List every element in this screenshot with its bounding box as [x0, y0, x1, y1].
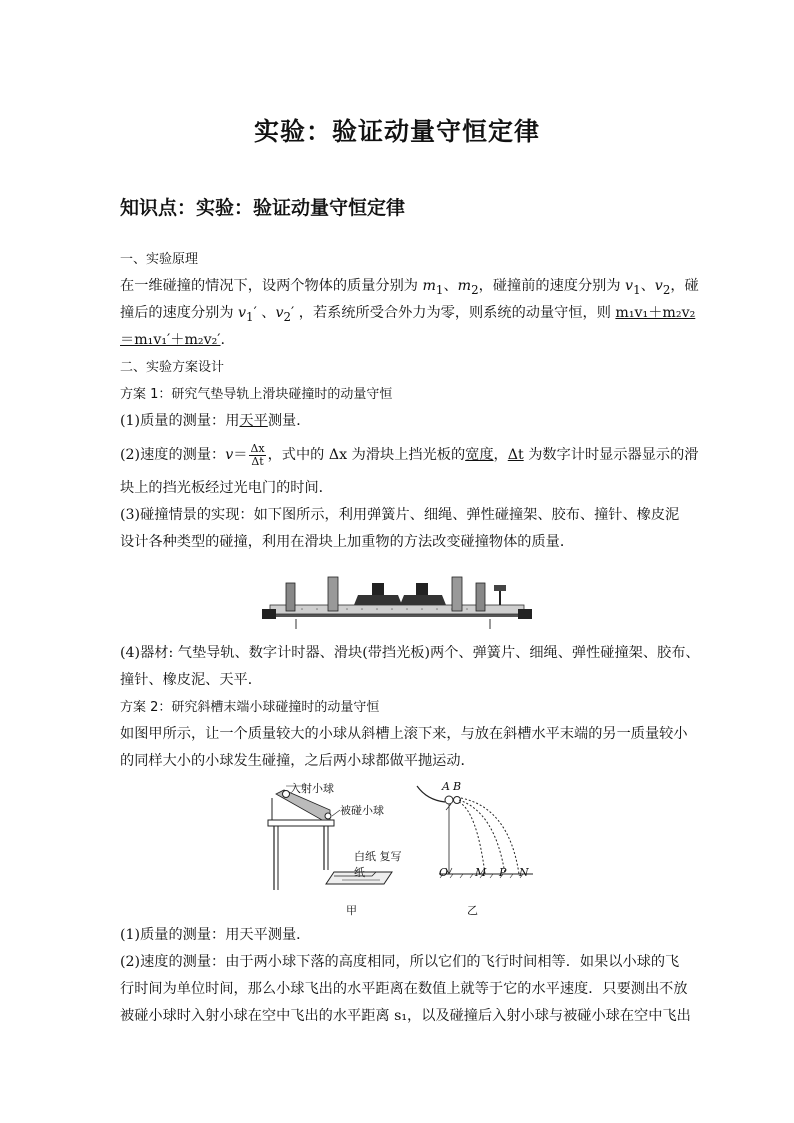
- equation-part: ＝m₁v₁′＋m₂v₂′: [120, 332, 221, 348]
- label-N: N: [519, 866, 529, 879]
- figure-caption: 乙: [467, 904, 478, 917]
- plan-heading: 方案 1：研究气垫导轨上滑块碰撞时的动量守恒: [120, 387, 393, 402]
- paragraph-line: 撞后的速度分别为 $v_1'$ 、$v_2'$ ，若系统所受合外力为零，则系统的动量守恒，则 m₁v₁＋m₂v₂: [120, 305, 696, 324]
- label-incident-ball: 入射小球: [290, 782, 334, 795]
- paragraph-line: 在一维碰撞的情况下，设两个物体的质量分别为 $m_1$、$m_2$，碰撞前的速度分别为 $v_1$、$v_2$，碰: [120, 278, 699, 297]
- paragraph-line: 如图甲所示，让一个质量较大的小球从斜槽上滚下来，与放在斜槽水平末端的另一质量较小: [120, 726, 688, 742]
- paragraph-line: 撞针、橡皮泥、天平．: [120, 672, 262, 688]
- paragraph-line: 块上的挡光板经过光电门的时间．: [120, 480, 333, 496]
- label-B: B: [453, 780, 462, 793]
- paragraph-line: 被碰小球时入射小球在空中飞出的水平距离 s₁，以及碰撞后入射小球与被碰小球在空中飞出: [120, 1008, 691, 1024]
- section-plan-continued: [120, 640, 700, 775]
- equation-part: m₁v₁＋m₂v₂: [615, 305, 696, 321]
- paragraph-line: (3)碰撞情景的实现：如下图所示，利用弹簧片、细绳、弹性碰撞架、胶布、撞针、橡皮泥: [120, 507, 680, 523]
- paragraph-line: ＝m₁v₁′＋m₂v₂′.: [120, 332, 226, 348]
- plan-heading: 方案 2：研究斜槽末端小球碰撞时的动量守恒: [120, 700, 380, 715]
- figure-caption: 甲: [346, 904, 357, 917]
- label-M: M: [475, 866, 487, 879]
- paragraph-line: (1)质量的测量：用天平测量．: [120, 413, 311, 429]
- label-P: P: [499, 866, 507, 879]
- air-track-figure: [262, 575, 532, 635]
- paragraph-line: 设计各种类型的碰撞，利用在滑块上加重物的方法改变碰撞物体的质量．: [120, 534, 575, 550]
- section-heading: 二、实验方案设计: [120, 360, 225, 375]
- figure-yi: [415, 778, 535, 917]
- section-plan2-continued: [120, 922, 691, 1030]
- paragraph-line: (1)质量的测量：用天平测量．: [120, 927, 311, 943]
- label-target-ball: 被碰小球: [340, 804, 384, 817]
- paragraph-line: 行时间为单位时间，那么小球飞出的水平距离在数值上就等于它的水平速度．只要测出不放: [120, 981, 688, 997]
- section-principle: [120, 246, 699, 556]
- figure-jia: [262, 780, 402, 920]
- fraction: $\frac{\Delta x}{\Delta t}$: [250, 441, 265, 468]
- paragraph-line: (4)器材: 气垫导轨、数字计时器、滑块(带挡光板)两个、弹簧片、细绳、弹性碰撞架、胶布、: [120, 645, 700, 661]
- paragraph-line: (2)速度的测量：由于两小球下落的高度相同，所以它们的飞行时间相等．如果以小球的飞: [120, 954, 680, 970]
- paragraph-line: (2)速度的测量：v＝ $\frac{\Delta x}{\Delta t}$ ，式中的 Δx 为滑块上挡光板的宽度，Δt 为数字计时显示器显示的滑: [120, 441, 699, 468]
- section-heading: 一、实验原理: [120, 252, 199, 267]
- label-O: O: [439, 866, 449, 879]
- knowledge-point-heading: 知识点：实验：验证动量守恒定律: [120, 197, 406, 219]
- paragraph-line: 的同样大小的小球发生碰撞，之后两小球都做平抛运动．: [120, 753, 475, 769]
- label-A: A: [442, 780, 450, 793]
- label-paper: 白纸 复写纸: [354, 850, 402, 879]
- page-title: 实验：验证动量守恒定律: [253, 117, 540, 146]
